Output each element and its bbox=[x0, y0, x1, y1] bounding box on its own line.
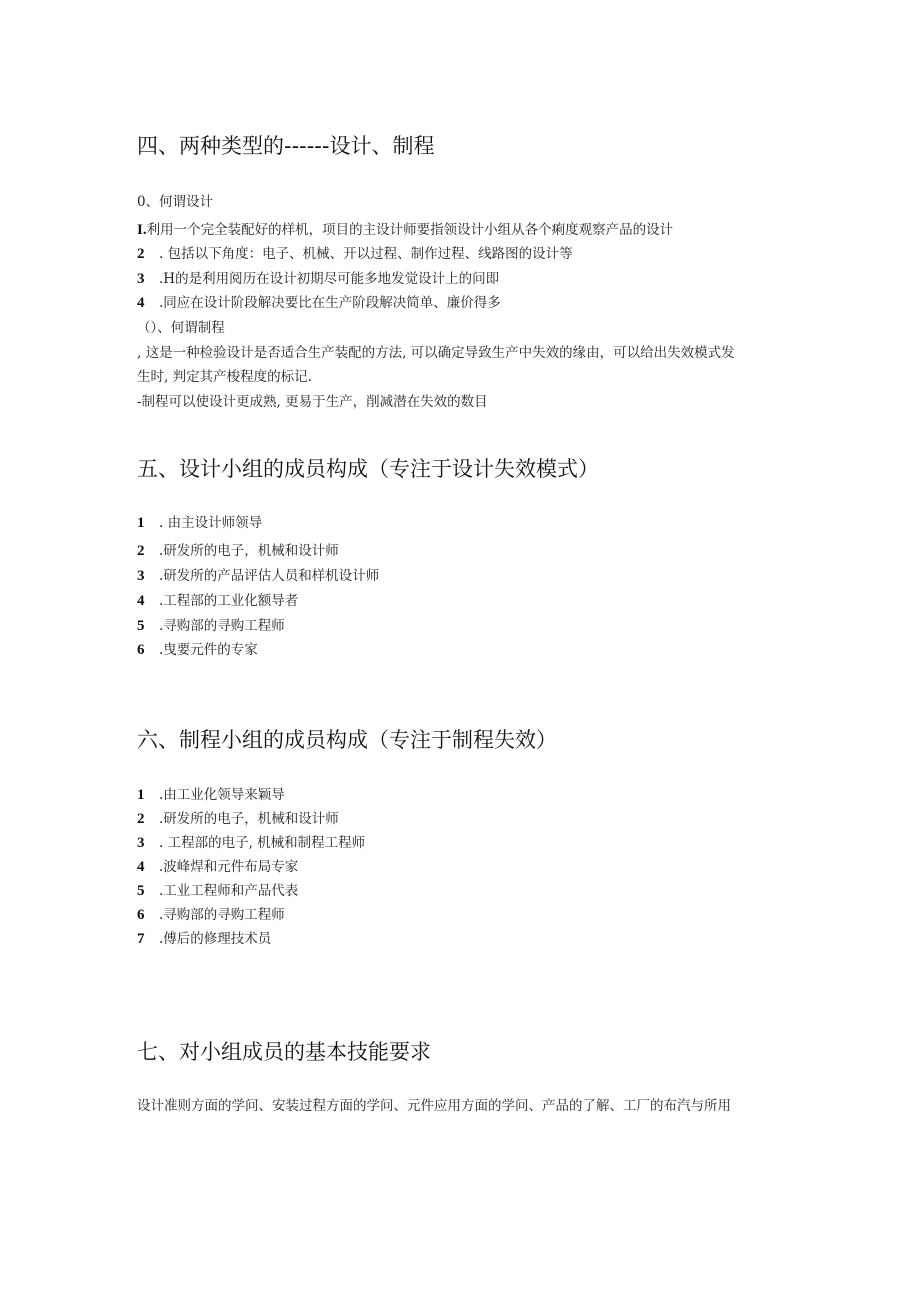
item-number: 5 bbox=[137, 883, 145, 899]
list-item bbox=[137, 542, 339, 560]
list-item bbox=[137, 294, 501, 312]
subsection-title bbox=[137, 319, 225, 337]
list-item bbox=[137, 906, 285, 924]
item-text: . 由主设计师领导 bbox=[159, 515, 263, 531]
subsection-title bbox=[137, 193, 213, 211]
subsection-text: 0、何谓设计 bbox=[137, 194, 214, 210]
item-text: .曳要元件的专家 bbox=[159, 642, 258, 658]
list-item bbox=[137, 567, 379, 585]
item-text: .研发所的产品评估人员和样机设计师 bbox=[159, 568, 380, 584]
section-heading: 六、制程小组的成员构成（专注于制程失效） bbox=[137, 728, 557, 752]
list-item bbox=[137, 592, 298, 610]
list-item bbox=[137, 617, 285, 635]
item-text: . 包括以下角度：电子、机械、开以过程、制作过程、线路图的设计等 bbox=[159, 246, 573, 262]
subsection-text: （）、何谓制程 bbox=[137, 320, 225, 336]
item-number: 2 bbox=[137, 811, 145, 827]
item-text: .研发所的电子，机械和设计师 bbox=[159, 811, 339, 827]
item-number: 6 bbox=[137, 907, 145, 923]
item-text: .工程部的工业化额导者 bbox=[159, 593, 299, 609]
item-number: 3 bbox=[137, 835, 145, 851]
list-item bbox=[137, 245, 573, 263]
item-number: 4 bbox=[137, 593, 145, 609]
paragraph-line: 生时, 判定其产梭程度的标记. bbox=[137, 369, 312, 385]
item-text: . 工程部的电子, 机械和制程工程师 bbox=[159, 835, 366, 851]
item-text: .寻购部的寻购工程师 bbox=[159, 618, 285, 634]
section-heading: 五、设计小组的成员构成（专注于设计失效模式） bbox=[137, 457, 599, 481]
item-number: 3 bbox=[137, 271, 145, 287]
item-text: .H的是利用阅历在设计初期尽可能多地发觉设计上的问即 bbox=[159, 271, 500, 287]
list-item bbox=[137, 786, 285, 804]
item-number: 1 bbox=[137, 787, 145, 803]
item-number: I. bbox=[137, 222, 147, 238]
item-number: 4 bbox=[137, 859, 145, 875]
item-number: 4 bbox=[137, 295, 145, 311]
list-item bbox=[137, 882, 298, 900]
paragraph-line: , 这是一种检验设计是否适合生产装配的方法, 可以确定导致生产中失效的缘由，可以给出失效模式发 bbox=[137, 345, 735, 361]
item-text: .傅后的修理技术员 bbox=[159, 931, 272, 947]
item-text: .研发所的电子，机械和设计师 bbox=[159, 543, 339, 559]
item-number: 1 bbox=[137, 515, 145, 531]
paragraph-line: 设计准则方面的学问、安装过程方面的学问、元件应用方面的学问、产品的了解、工厂的布汽与所用 bbox=[137, 1098, 731, 1114]
list-item bbox=[137, 858, 298, 876]
list-item bbox=[137, 930, 271, 948]
item-number: 2 bbox=[137, 543, 145, 559]
paragraph-line: -制程可以使设计更成熟, 更易于生产，削减潜在失效的数目 bbox=[137, 394, 488, 410]
list-item bbox=[137, 270, 499, 288]
item-number: 5 bbox=[137, 618, 145, 634]
item-number: 7 bbox=[137, 931, 145, 947]
item-text: .工业工程师和产品代表 bbox=[159, 883, 299, 899]
item-number: 3 bbox=[137, 568, 145, 584]
list-item bbox=[137, 810, 339, 828]
list-item bbox=[137, 641, 258, 659]
list-item bbox=[137, 514, 262, 532]
item-number: 6 bbox=[137, 642, 145, 658]
item-text: .寻购部的寻购工程师 bbox=[159, 907, 285, 923]
item-number: 2 bbox=[137, 246, 145, 262]
section-heading: 七、对小组成员的基本技能要求 bbox=[137, 1040, 431, 1064]
list-item bbox=[137, 834, 365, 852]
item-text: .同应在设计阶段解决要比在生产阶段解决简单、廉价得多 bbox=[159, 295, 501, 311]
item-text: .由工业化领导来颖导 bbox=[159, 787, 285, 803]
list-item bbox=[137, 221, 673, 239]
section-heading: 四、两种类型的------设计、制程 bbox=[137, 134, 435, 158]
item-text: .波峰焊和元件布局专家 bbox=[159, 859, 299, 875]
item-text: 利用一个完全装配好的样机，项目的主设计师要指领设计小组从各个痢度观察产品的设计 bbox=[146, 222, 674, 238]
